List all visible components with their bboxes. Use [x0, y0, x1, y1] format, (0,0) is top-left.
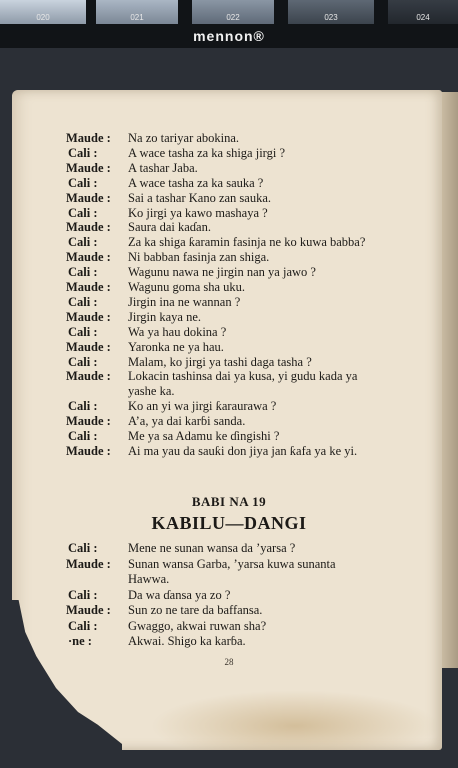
dialogue-text: Wagunu nawa ne jirgin nan ya jawo ?: [128, 265, 316, 280]
speaker-label: Maude :: [66, 603, 111, 617]
speaker-label: Cali :: [68, 399, 98, 414]
dialogue-text: Ai ma yau da sauƙi don jiya jan ƙafa ya ke yi.: [128, 443, 358, 458]
dialogue-text: A’a, ya dai karɓi sanda.: [128, 414, 246, 429]
speaker-label: Cali :: [68, 205, 98, 220]
swatch-022: 022: [192, 0, 274, 24]
dialogue-text: Za ka shiga ƙaramin fasinja ne ko kuwa babba?: [128, 235, 366, 250]
dialogue-text: Sun zo ne tare da baffansa.: [128, 603, 263, 617]
dialogue-text: A tashar Jaba.: [128, 160, 198, 175]
dialogue-line: [0, 220, 458, 235]
dialogue-text: Yaronka ne ya hau.: [128, 339, 224, 354]
dialogue-line: [0, 325, 458, 340]
speaker-label: Maude :: [66, 131, 111, 145]
color-checker-strip: [0, 0, 458, 48]
swatch-024: 024: [388, 0, 458, 24]
speaker-label: Cali :: [68, 265, 98, 280]
speaker-label: Maude :: [66, 414, 111, 429]
water-stain: [150, 690, 440, 750]
speaker-label: Maude :: [66, 443, 111, 458]
swatch-023: 023: [288, 0, 374, 24]
speaker-label: Cali :: [68, 618, 98, 633]
dialogue-text: Gwaggo, akwai ruwan sha?: [128, 618, 267, 633]
speaker-label: ·ne :: [68, 634, 92, 648]
dialogue-text: Me ya sa Adamu ke ɗingishi ?: [128, 429, 280, 443]
dialogue-line: [0, 634, 458, 649]
dialogue-line: [0, 280, 458, 295]
dialogue-text: Lokacin tashinsa dai ya kusa, yi gudu kada ya: [128, 369, 358, 384]
dialogue-text: Da wa ɗansa ya zo ?: [128, 587, 231, 602]
dialogue-text: Ko jirgi ya kawo mashaya ?: [128, 205, 268, 220]
dialogue-text: Sai a tashar Kano zan sauka.: [128, 190, 271, 205]
dialogue-line: [0, 206, 458, 221]
dialogue-line: [0, 310, 458, 325]
dialogue-text: Jirgin kaya ne.: [128, 309, 202, 324]
dialogue-line: [0, 603, 458, 618]
dialogue-line: [0, 429, 458, 444]
speaker-label: Cali :: [68, 145, 98, 160]
dialogue-line: [0, 541, 458, 556]
dialogue-text: Ko an yi wa jirgi ƙaraurawa ?: [128, 399, 277, 414]
speaker-label: Maude :: [66, 556, 111, 571]
dialogue-text: Na zo tariyar abokina.: [128, 131, 240, 145]
dialogue-line: [0, 146, 458, 161]
speaker-label: Cali :: [68, 429, 98, 443]
dialogue-text: A wace tasha za ka sauka ?: [128, 175, 264, 190]
chapter-heading: BABI NA 19: [191, 494, 267, 509]
dialogue-line: [0, 191, 458, 206]
speaker-label: Maude :: [66, 250, 111, 265]
brand-logo: mennon®: [193, 28, 265, 44]
speaker-label: Maude :: [66, 339, 111, 354]
speaker-label: Maude :: [66, 309, 111, 324]
dialogue-text: yashe ka.: [128, 384, 175, 399]
dialogue-line: [0, 557, 458, 572]
speaker-label: Cali :: [68, 354, 98, 369]
speaker-label: Maude :: [66, 220, 111, 235]
dialogue-line: [0, 369, 458, 384]
dialogue-line: [0, 265, 458, 280]
dialogue-text: Hawwa.: [128, 572, 170, 586]
page-number: 28: [224, 657, 234, 667]
speaker-label: Cali :: [68, 587, 98, 602]
dialogue-line: [0, 161, 458, 176]
speaker-label: Maude :: [66, 369, 111, 384]
speaker-label: Maude :: [66, 160, 111, 175]
dialogue-line: [0, 340, 458, 355]
dialogue-text: Wagunu goma sha uku.: [128, 280, 246, 294]
dialogue-text: Ni babban fasinja zan shiga.: [128, 250, 270, 265]
dialogue-line: [0, 619, 458, 634]
dialogue-line: [0, 295, 458, 310]
dialogue-text: Jirgin ina ne wannan ?: [128, 294, 241, 309]
dialogue-text: Saura dai kaɗan.: [128, 220, 211, 235]
speaker-label: Cali :: [68, 324, 98, 339]
dialogue-line: [0, 414, 458, 429]
dialogue-line: [0, 399, 458, 414]
chapter-title: KABILU—DANGI: [151, 513, 307, 533]
dialogue-text: Akwai. Shigo ka karɓa.: [128, 634, 246, 648]
dialogue-line-continued: [0, 384, 458, 399]
dialogue-text: Wa ya hau dokina ?: [128, 324, 227, 339]
speaker-label: Maude :: [66, 190, 111, 205]
swatch-020: 020: [0, 0, 86, 24]
dialogue-text: Malam, ko jirgi ya tashi daga tasha ?: [128, 354, 312, 369]
dialogue-line: [0, 444, 458, 459]
swatch-021: 021: [96, 0, 178, 24]
dialogue-line: [0, 235, 458, 250]
speaker-label: Maude :: [66, 280, 111, 294]
dialogue-line-continued: [0, 572, 458, 587]
dialogue-text: Sunan wansa Garba, ’yarsa kuwa sunanta: [128, 556, 336, 571]
dialogue-line: [0, 250, 458, 265]
speaker-label: Cali :: [68, 541, 98, 555]
speaker-label: Cali :: [68, 235, 98, 250]
speaker-label: Cali :: [68, 294, 98, 309]
dialogue-line: [0, 131, 458, 146]
dialogue-line: [0, 355, 458, 370]
dialogue-text: A wace tasha za ka shiga jirgi ?: [128, 145, 286, 160]
dialogue-text: Mene ne sunan wansa da ’yarsa ?: [128, 541, 296, 555]
dialogue-line: [0, 588, 458, 603]
speaker-label: Cali :: [68, 175, 98, 190]
dialogue-line: [0, 176, 458, 191]
